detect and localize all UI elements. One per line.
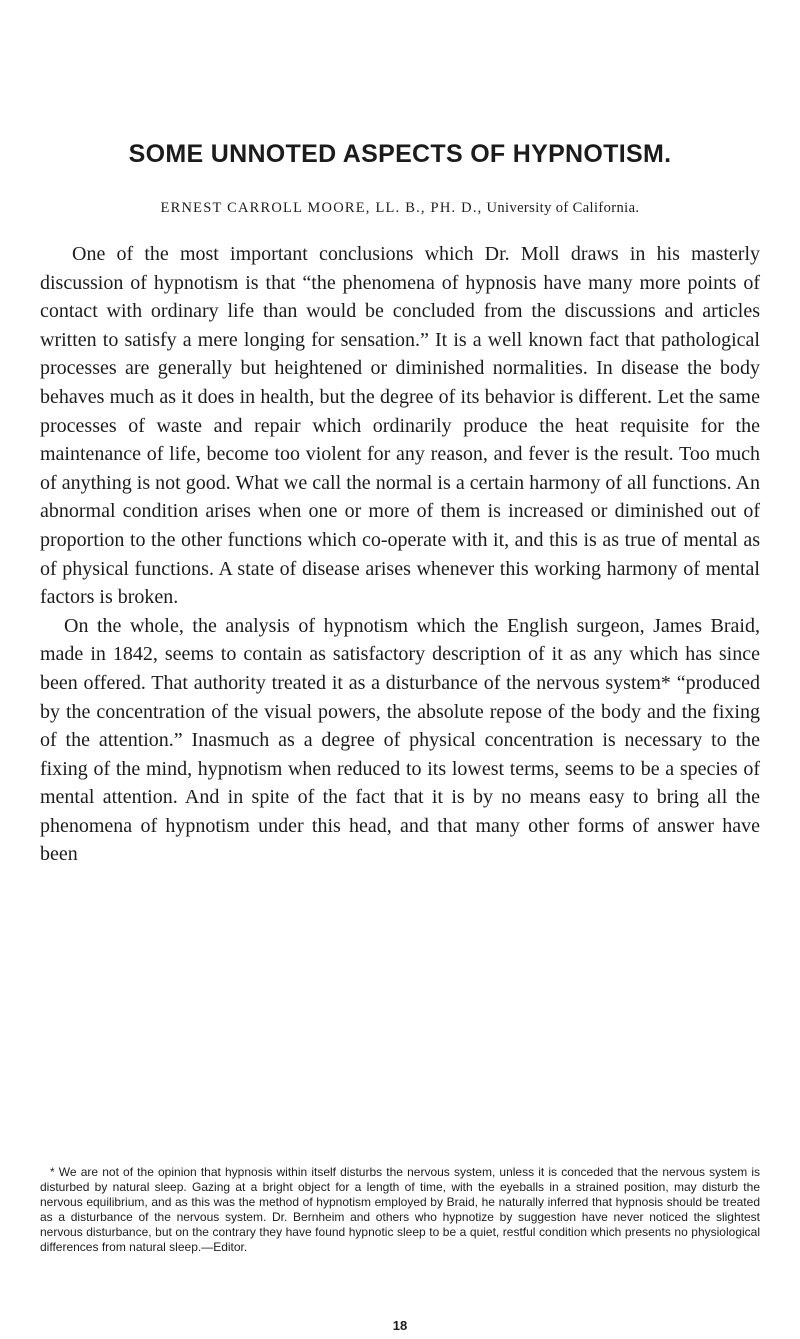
journal-page bbox=[40, 0, 760, 1339]
footnote: * We are not of the opinion that hypnosis within itself disturbs the nervous system, unless it is conceded that the nervous system is disturbed by natural sleep. Gazing at a bright object for a length of time, with the eyeballs in a strained position, may disturb the nervous equilibrium, and as this was the method of hypnotism employed by Braid, he naturally inferred that hypnosis should be treated as a disturbance of the nervous system. Dr. Bernheim and others who hypnotize by suggestion have never noticed the slightest nervous disturbance, but on the contrary they have found hypnotic sleep to be a quiet, restful condition which presents no physiological differences from natural sleep.—Editor. bbox=[40, 1165, 760, 1254]
byline bbox=[40, 200, 760, 217]
author-affiliation: University of California. bbox=[486, 200, 640, 216]
article-body bbox=[40, 240, 760, 869]
article-title: SOME UNNOTED ASPECTS OF HYPNOTISM. bbox=[128, 140, 672, 168]
page-number: 18 bbox=[392, 1318, 408, 1333]
paragraph-1: One of the most important conclusions which Dr. Moll draws in his masterly discussion of hypnotism is that “the phenomena of hypnosis have many more points of contact with ordinary life than would be concluded from the discussions and articles written to satisfy a mere longing for sensation.” It is a well known fact that pathological processes are generally but heightened or diminished normalities. In disease the body behaves much as it does in health, but the degree of its behavior is different. Let the same processes of waste and repair which ordinarily produce the heat requisite for the maintenance of life, become too violent for any reason, and fever is the result. Too much of anything is not good. What we call the normal is a certain harmony of all functions. An abnormal condition arises when one or more of them is increased or diminished out of proportion to the other functions which co-operate with it, and this is as true of mental as of physical functions. A state of disease arises whenever this working harmony of mental factors is broken. bbox=[40, 243, 760, 609]
paragraph-2: On the whole, the analysis of hypnotism which the English surgeon, James Braid, made in 1842, seems to contain as satisfactory description of it as any which has since been offered. That authority treated it as a disturbance of the nervous system* “produced by the concentration of the visual powers, the absolute repose of the body and the fixing of the attention.” Inasmuch as a degree of physical concentration is necessary to the fixing of the mind, hypnotism when reduced to its lowest terms, seems to be a species of mental attention. And in spite of the fact that it is by no means easy to bring all the phenomena of hypnotism under this head, and that many other forms of answer have been bbox=[40, 614, 760, 866]
author-name: ERNEST CARROLL MOORE, LL. B., PH. D., bbox=[160, 200, 483, 216]
